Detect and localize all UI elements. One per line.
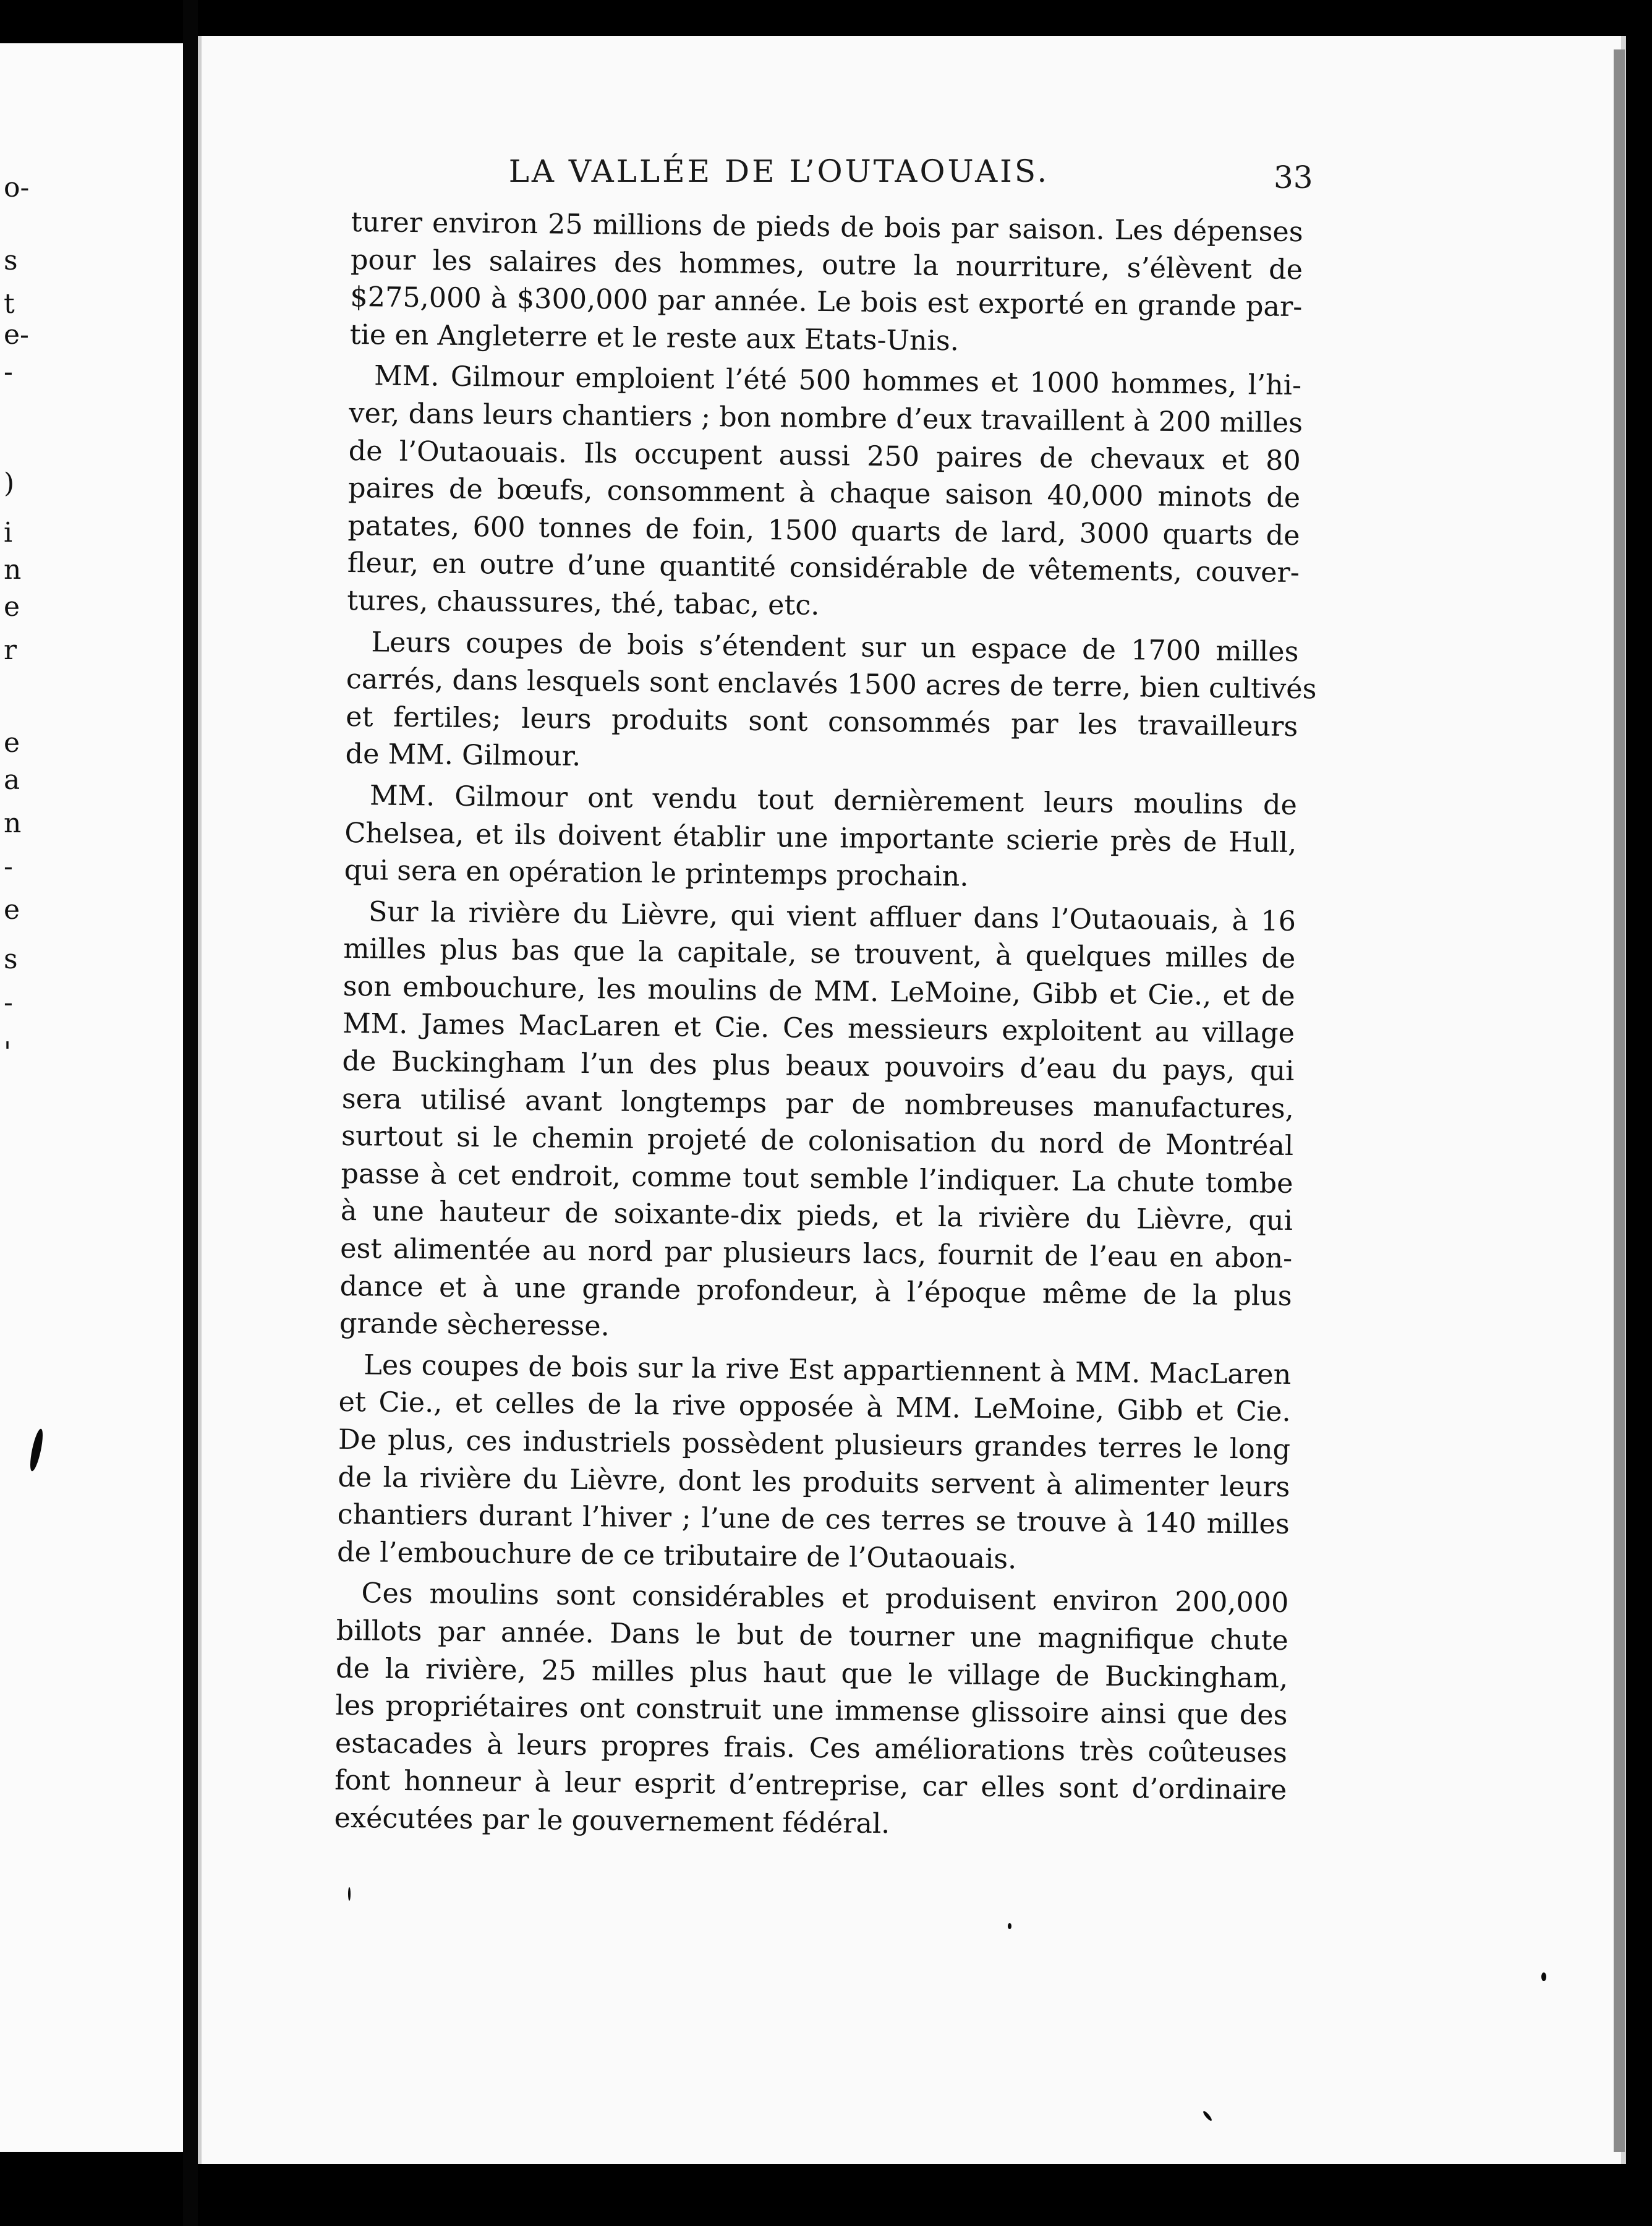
text-line: De plus, ces industriels possèdent plusieurs grandes terres le long	[338, 1423, 1291, 1466]
text-line: de la rivière, 25 milles plus haut que le village de Buckingham,	[335, 1652, 1288, 1694]
previous-page-fragment: )	[4, 467, 15, 499]
scan-speck	[1008, 1923, 1011, 1929]
paragraph	[344, 777, 1297, 900]
text-line: tures, chaussures, thé, tabac, etc.	[347, 584, 820, 621]
page-number: 33	[1274, 160, 1313, 195]
text-line: son embouchure, les moulins de MM. LeMoine, Gibb et Cie., et de	[343, 970, 1295, 1012]
previous-page-fragment: -	[4, 356, 13, 388]
text-line: Leurs coupes de bois s’étendent sur un espace de 1700 milles	[371, 626, 1299, 668]
text-line: Les coupes de bois sur la rive Est appartiennent à MM. MacLaren	[364, 1349, 1292, 1391]
previous-page-fragment: s	[4, 944, 18, 975]
text-line: à une hauteur de soixante-dix pieds, et la rivière du Lièvre, qui	[340, 1195, 1293, 1237]
previous-page-fragment: o-	[4, 172, 30, 203]
previous-page-fragment: -	[4, 987, 13, 1018]
text-line: chantiers durant l’hiver ; l’une de ces terres se trouve à 140 milles	[337, 1499, 1290, 1541]
paragraph	[347, 357, 1301, 629]
text-line: exécutées par le gouvernement fédéral.	[334, 1802, 890, 1840]
text-line: fleur, en outre d’une quantité considérable de vêtements, couver-	[347, 547, 1300, 589]
page-edge-shadow	[1614, 49, 1625, 2152]
previous-page-fragment: -	[4, 851, 13, 882]
previous-page-fragment: '	[4, 1036, 12, 1068]
paragraph	[334, 1575, 1288, 1847]
book-gutter	[183, 0, 198, 2226]
text-line: MM. Gilmour emploient l’été 500 hommes et 1000 hommes, l’hi-	[373, 360, 1302, 402]
text-line: surtout si le chemin projeté de colonisation du nord de Montréal	[341, 1120, 1294, 1162]
previous-page-fragment: e	[4, 727, 20, 759]
previous-page-fragment: t	[4, 288, 15, 320]
text-line: $275,000 à $300,000 par année. Le bois est exporté en grande par-	[350, 281, 1303, 323]
text-line: carrés, dans lesquels sont enclavés 1500 acres de terre, bien cultivés	[346, 663, 1317, 706]
previous-page-fragment: s	[4, 245, 18, 276]
paragraph	[339, 893, 1296, 1353]
text-line: Sur la rivière du Lièvre, qui vient affluer dans l’Outaouais, à 16	[368, 896, 1296, 937]
text-line: de la rivière du Lièvre, dont les produits servent à alimenter leurs	[338, 1461, 1290, 1503]
paragraph	[349, 204, 1303, 364]
text-line: passe à cet endroit, comme tout semble l’indiquer. La chute tombe	[341, 1158, 1293, 1200]
body-text	[334, 204, 1317, 1851]
text-line: sera utilisé avant longtemps par de nombreuses manufactures,	[341, 1083, 1295, 1125]
text-line: grande sècheresse.	[339, 1308, 610, 1342]
paragraph	[345, 623, 1317, 783]
text-line: MM. Gilmour ont vendu tout dernièrement leurs moulins de	[369, 780, 1298, 821]
text-line: milles plus bas que la capitale, se trouvent, à quelques milles de	[343, 933, 1296, 975]
text-line: de l’Outaouais. Ils occupent aussi 250 paires de chevaux et 80	[348, 435, 1301, 477]
text-line: de MM. Gilmour.	[345, 738, 581, 773]
text-line: pour les salaires des hommes, outre la nourriture, s’élèvent de	[350, 244, 1303, 286]
previous-page-fragment: e-	[4, 319, 29, 351]
running-head: LA VALLÉE DE L’OUTAOUAIS.	[508, 153, 1050, 189]
text-line: paires de bœufs, consomment à chaque saison 40,000 minots de	[347, 472, 1301, 514]
text-line: Chelsea, et ils doivent établir une importante scierie près de Hull,	[344, 817, 1297, 859]
text-line: Ces moulins sont considérables et produisent environ 200,000	[361, 1577, 1289, 1619]
text-line: est alimentée au nord par plusieurs lacs, fournit de l’eau en abon-	[340, 1232, 1293, 1275]
text-line: dance et à une grande profondeur, à l’époque même de la plus	[339, 1270, 1292, 1312]
text-line: de Buckingham l’un des plus beaux pouvoirs d’eau du pays, qui	[342, 1045, 1295, 1088]
text-line: turer environ 25 millions de pieds de bois par saison. Les dépenses	[351, 206, 1303, 249]
text-line: estacades à leurs propres frais. Ces améliorations très coûteuses	[334, 1727, 1288, 1769]
text-line: patates, 600 tonnes de foin, 1500 quarts de lard, 3000 quarts de	[347, 510, 1300, 552]
previous-page-fragment: n	[4, 554, 22, 586]
scan-speck	[1541, 1972, 1546, 1981]
text-line: billots par année. Dans le but de tourner une magnifique chute	[336, 1614, 1289, 1657]
previous-page-fragment: r	[4, 634, 17, 666]
text-line: et fertiles; leurs produits sont consommés par les travailleurs	[346, 701, 1298, 743]
previous-page-fragment: n	[4, 808, 22, 839]
text-line: font honneur à leur esprit d’entreprise, car elles sont d’ordinaire	[334, 1765, 1287, 1807]
text-line: ver, dans leurs chantiers ; bon nombre d’eux travaillent à 200 milles	[349, 397, 1303, 440]
text-line: MM. James MacLaren et Cie. Ces messieurs exploitent au village	[342, 1008, 1295, 1050]
text-line: tie en Angleterre et le reste aux Etats-Unis.	[349, 318, 960, 357]
text-line: les propriétaires ont construit une immense glissoire ainsi que des	[335, 1690, 1288, 1732]
text-line: et Cie., et celles de la rive opposée à MM. LeMoine, Gibb et Cie.	[338, 1386, 1291, 1428]
text-line: qui sera en opération le printemps prochain.	[344, 855, 969, 893]
previous-page-fragment: a	[4, 764, 20, 796]
previous-page-fragment: i	[4, 517, 13, 548]
paragraph	[337, 1347, 1292, 1582]
previous-page-fragment: e	[4, 591, 20, 623]
text-line: de l’embouchure de ce tributaire de l’Outaouais.	[336, 1536, 1017, 1576]
previous-page-strip	[0, 43, 187, 2152]
scan-speck	[348, 1887, 351, 1901]
previous-page-fragment: e	[4, 894, 20, 926]
